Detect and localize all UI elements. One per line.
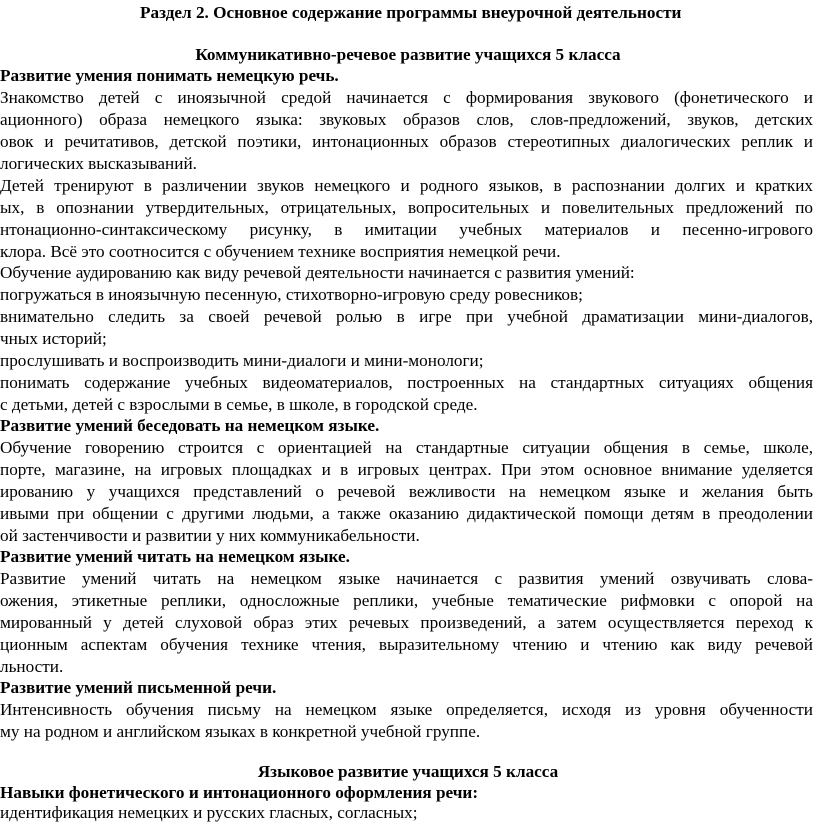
paragraph-line: мированный у детей слуховой образ этих речевых произведений, а затем осуществляется переход к <box>0 613 813 632</box>
paragraph-line: Знакомство детей с иноязычной средой начинается с формирования звукового (фонетического и <box>0 88 813 107</box>
subheading-writing: Развитие умений письменной речи. <box>0 678 277 697</box>
paragraph-line: нтонационно-синтаксическому рисунку, в имитации учебных материалов и песенно-игрового <box>0 220 813 239</box>
list-item: погружаться в иноязычную песенную, стихотворно-игровую среду ровесников; <box>0 285 583 304</box>
paragraph-line: ожения, этикетные реплики, односложные реплики, учебные тематические рифмовки с опорой на <box>0 591 813 610</box>
section-title: Раздел 2. Основное содержание программы внеурочной деятельности <box>140 3 682 22</box>
subheading-speaking: Развитие умений беседовать на немецком языке. <box>0 416 380 435</box>
paragraph-line: Детей тренируют в различении звуков немецкого и родного языков, в распознании долгих и кратких <box>0 176 813 195</box>
paragraph-line: му на родном и английском языках в конкретной учебной группе. <box>0 722 481 741</box>
paragraph-line: логических высказываний. <box>0 154 197 173</box>
list-item-cont: чных историй; <box>0 329 107 348</box>
paragraph-line: ой застенчивости и развитии у них коммуникабельности. <box>0 526 420 545</box>
list-item: внимательно следить за своей речевой ролью в игре при учебной драматизации мини-диалогов, <box>0 307 813 326</box>
paragraph-line: ированию у учащихся представлений о речевой вежливости на немецком языке и желания быть <box>0 482 813 501</box>
paragraph-line: овок и речитативов, детской поэтики, интонационных образов стереотипных диалогических реплик и <box>0 132 813 151</box>
paragraph-line: Обучение говорению строится с ориентацией на стандартные ситуации общения в семье, школе, <box>0 438 813 457</box>
paragraph-line: клора. Всё это соотносится с обучением технике восприятия немецкой речи. <box>0 242 561 261</box>
paragraph-line: ационного) образа немецкого языка: звуковых образов слов, слов-предложений, звуков, детских <box>0 110 813 129</box>
list-item: понимать содержание учебных видеоматериалов, построенных на стандартных ситуациях общения <box>0 373 813 392</box>
paragraph-line: Обучение аудированию как виду речевой деятельности начинается с развития умений: <box>0 263 635 282</box>
list-item: прослушивать и воспроизводить мини-диалоги и мини-монологи; <box>0 351 484 370</box>
paragraph-line: порте, магазине, на игровых площадках и в игровых центрах. При этом основное внимание уделяется <box>0 460 813 479</box>
list-item: идентификация немецких и русских гласных, согласных; <box>0 803 418 822</box>
paragraph-line: ых, в опознании утвердительных, отрицательных, вопросительных и повелительных предложений по <box>0 198 813 217</box>
block1-title: Коммуникативно-речевое развитие учащихся 5 класса <box>195 45 621 64</box>
list-item-cont: с детьми, детей с взрослыми в семье, в школе, в городской среде. <box>0 395 478 414</box>
block2-title: Языковое развитие учащихся 5 класса <box>257 762 559 781</box>
paragraph-line: ционным аспектам обучения технике чтения, выразительному чтению и чтению как виду речевой <box>0 635 813 654</box>
subheading-reading: Развитие умений читать на немецком языке. <box>0 547 350 566</box>
paragraph-line: Интенсивность обучения письму на немецком языке определяется, исходя из уровня обученности <box>0 700 813 719</box>
paragraph-line: льности. <box>0 657 64 676</box>
subheading-phonetics: Навыки фонетического и интонационного оформления речи: <box>0 783 479 802</box>
paragraph-line: Развитие умений читать на немецком языке начинается с развития умений озвучивать слова- <box>0 569 813 588</box>
subheading-listening: Развитие умения понимать немецкую речь. <box>0 66 339 85</box>
paragraph-line: ивыми при общении с другими людьми, а также оказанию дидактической помощи детям в преодолении <box>0 504 813 523</box>
